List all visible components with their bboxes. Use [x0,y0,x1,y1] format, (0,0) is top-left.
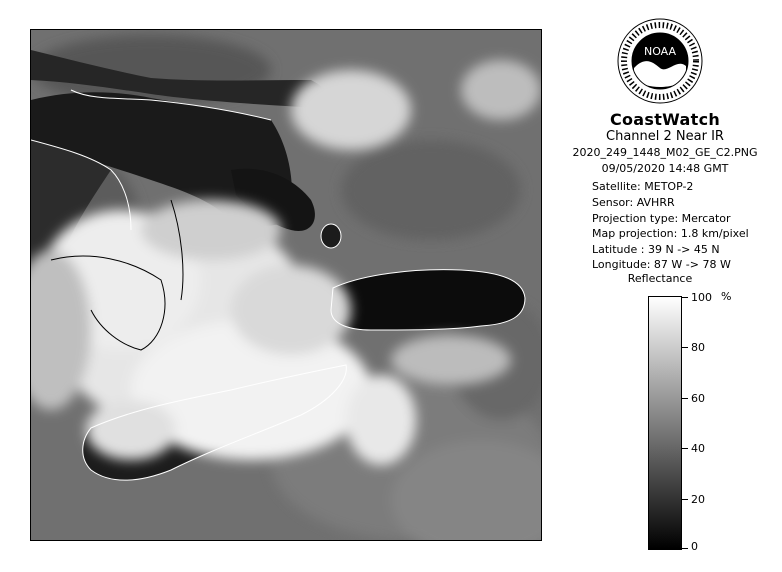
map-projection-label: Map projection: 1.8 km/pixel [592,227,749,240]
colorbar-tick [682,499,688,500]
map-canvas [31,30,541,540]
colorbar-tick [682,297,688,298]
colorbar-title: Reflectance [627,272,693,285]
colorbar-tick-label: 60 [691,392,705,405]
satellite-map [30,29,542,541]
latitude-label: Latitude : 39 N -> 45 N [592,243,720,256]
satellite-label: Satellite: METOP-2 [592,180,694,193]
svg-text:NOAA: NOAA [643,45,677,58]
sensor-label: Sensor: AVHRR [592,196,675,209]
longitude-label: Longitude: 87 W -> 78 W [592,258,731,271]
acquisition-datetime: 09/05/2020 14:48 GMT [601,162,729,175]
channel-subtitle: Channel 2 Near IR [606,129,724,144]
noaa-logo [617,18,703,104]
reflectance-colorbar [648,296,682,550]
colorbar-tick-label: 100 [691,291,712,304]
colorbar-tick [682,398,688,399]
colorbar-tick-label: 40 [691,442,705,455]
colorbar-unit: % [721,290,732,303]
colorbar-tick-label: 0 [691,540,698,553]
colorbar-tick-label: 20 [691,493,705,506]
image-filename: 2020_249_1448_M02_GE_C2.PNG [572,146,758,159]
colorbar-tick [682,448,688,449]
projection-type-label: Projection type: Mercator [592,212,731,225]
colorbar-tick [682,347,688,348]
colorbar-tick-label: 80 [691,341,705,354]
app-title: CoastWatch [609,110,721,129]
colorbar-tick [682,548,688,549]
